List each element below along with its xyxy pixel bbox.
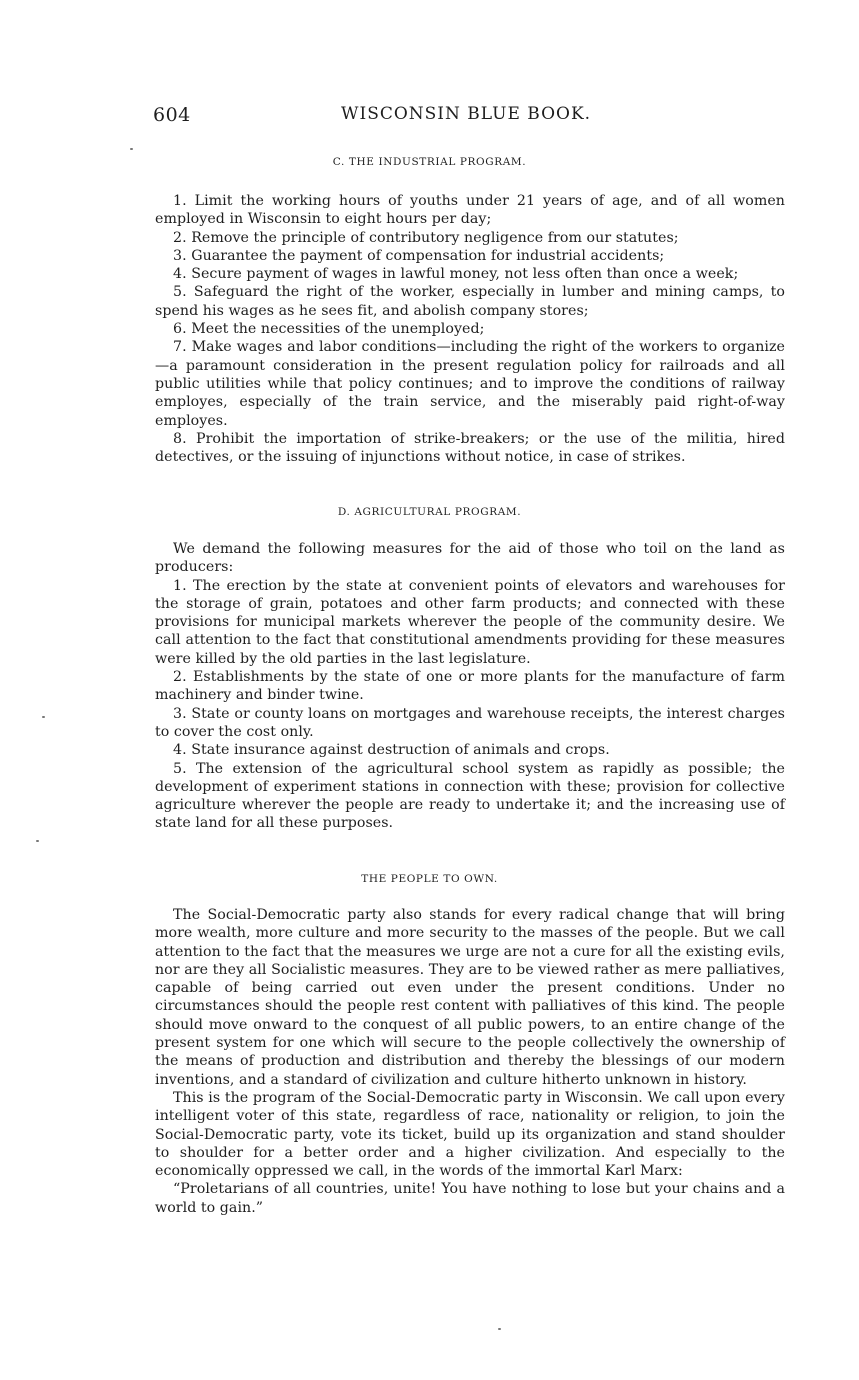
agricultural-intro: We demand the following measures for the aid of those who toil on the land as producers: <box>155 541 785 576</box>
list-item: 1. The erection by the state at convenient points of elevators and warehouses for the storage of grain, potatoes and other farm products; and connected with these provisions for municipal markets wherever the people of the community desire. We call attention to the fact that constitutional amendments providing for these measures were killed by the old parties in the last legislature. <box>155 577 785 667</box>
list-item: 4. State insurance against destruction of animals and crops. <box>173 742 610 759</box>
marx-quote: “Proletarians of all countries, unite! You have nothing to lose but your chains and a world to gain.” <box>155 1181 785 1216</box>
agricultural-program-list <box>155 540 785 833</box>
list-item: 5. Safeguard the right of the worker, especially in lumber and mining camps, to spend his wages as he sees fit, and abolish company stores; <box>155 284 785 319</box>
scan-speck <box>36 840 39 842</box>
running-title: WISCONSIN BLUE BOOK. <box>341 104 592 124</box>
list-item: 4. Secure payment of wages in lawful money, not less often than once a week; <box>173 266 739 283</box>
paragraph: This is the program of the Social-Democratic party in Wisconsin. We call upon every intelligent voter of this state, regardless of race, nationality or religion, to join the Social-Democratic party, vote its ticket, build up its organization and stand shoulder to shoulder for a better order and a higher civilization. And especially to the economically oppressed we call, in the words of the immortal Karl Marx: <box>155 1089 785 1180</box>
scan-speck <box>42 716 45 718</box>
list-item: 2. Remove the principle of contributory negligence from our statutes; <box>173 229 679 246</box>
list-item: 2. Establishments by the state of one or more plants for the manufacture of farm machinery and binder twine. <box>155 669 785 704</box>
people-to-own-heading: THE PEOPLE TO OWN. <box>361 873 498 885</box>
agricultural-program-heading: D. AGRICULTURAL PROGRAM. <box>337 506 522 518</box>
page-number: 604 <box>153 104 191 126</box>
list-item: 3. State or county loans on mortgages and warehouse receipts, the interest charges to cover the cost only. <box>155 705 785 740</box>
list-item: 5. The extension of the agricultural school system as rapidly as possible; the development of experiment stations in connection with these; provision for collective agriculture wherever the people are ready to undertake it; and the increasing use of state land for all these purposes. <box>155 760 785 832</box>
scan-speck <box>130 148 133 150</box>
list-item: 6. Meet the necessities of the unemployed; <box>173 321 485 338</box>
people-to-own-text <box>155 906 785 1217</box>
industrial-program-list <box>155 192 785 466</box>
scan-speck <box>498 1328 501 1330</box>
industrial-program-heading: C. THE INDUSTRIAL PROGRAM. <box>332 156 527 168</box>
list-item: 1. Limit the working hours of youths under 21 years of age, and of all women employed in Wisconsin to eight hours per day; <box>155 193 785 228</box>
list-item: 7. Make wages and labor conditions—including the right of the workers to organize—a paramount consideration in the present regulation policy for railroads and all public utilities while that policy continues; and to improve the conditions of railway employes, especially of the train service, and the miserably paid right-of-way employes. <box>155 339 785 429</box>
paragraph: The Social-Democratic party also stands for every radical change that will bring more wealth, more culture and more security to the masses of the people. But we call attention to the fact that the measures we urge are not a cure for all the existing evils, nor are they all Socialistic measures. They are to be viewed rather as mere palliatives, capable of being carried out even under the present conditions. Under no circumstances should the people rest content with palliatives of this kind. The people should move onward to the conquest of all public powers, to an entire change of the present system for one which will secure to the people collectively the ownership of the means of production and distribution and thereby the blessings of our modern inventions, and a standard of civilization and culture hitherto unknown in history. <box>155 907 785 1088</box>
list-item: 8. Prohibit the importation of strike-breakers; or the use of the militia, hired detectives, or the issuing of injunctions without notice, in case of strikes. <box>155 430 785 466</box>
running-head <box>153 104 789 130</box>
list-item: 3. Guarantee the payment of compensation for industrial accidents; <box>173 247 665 264</box>
